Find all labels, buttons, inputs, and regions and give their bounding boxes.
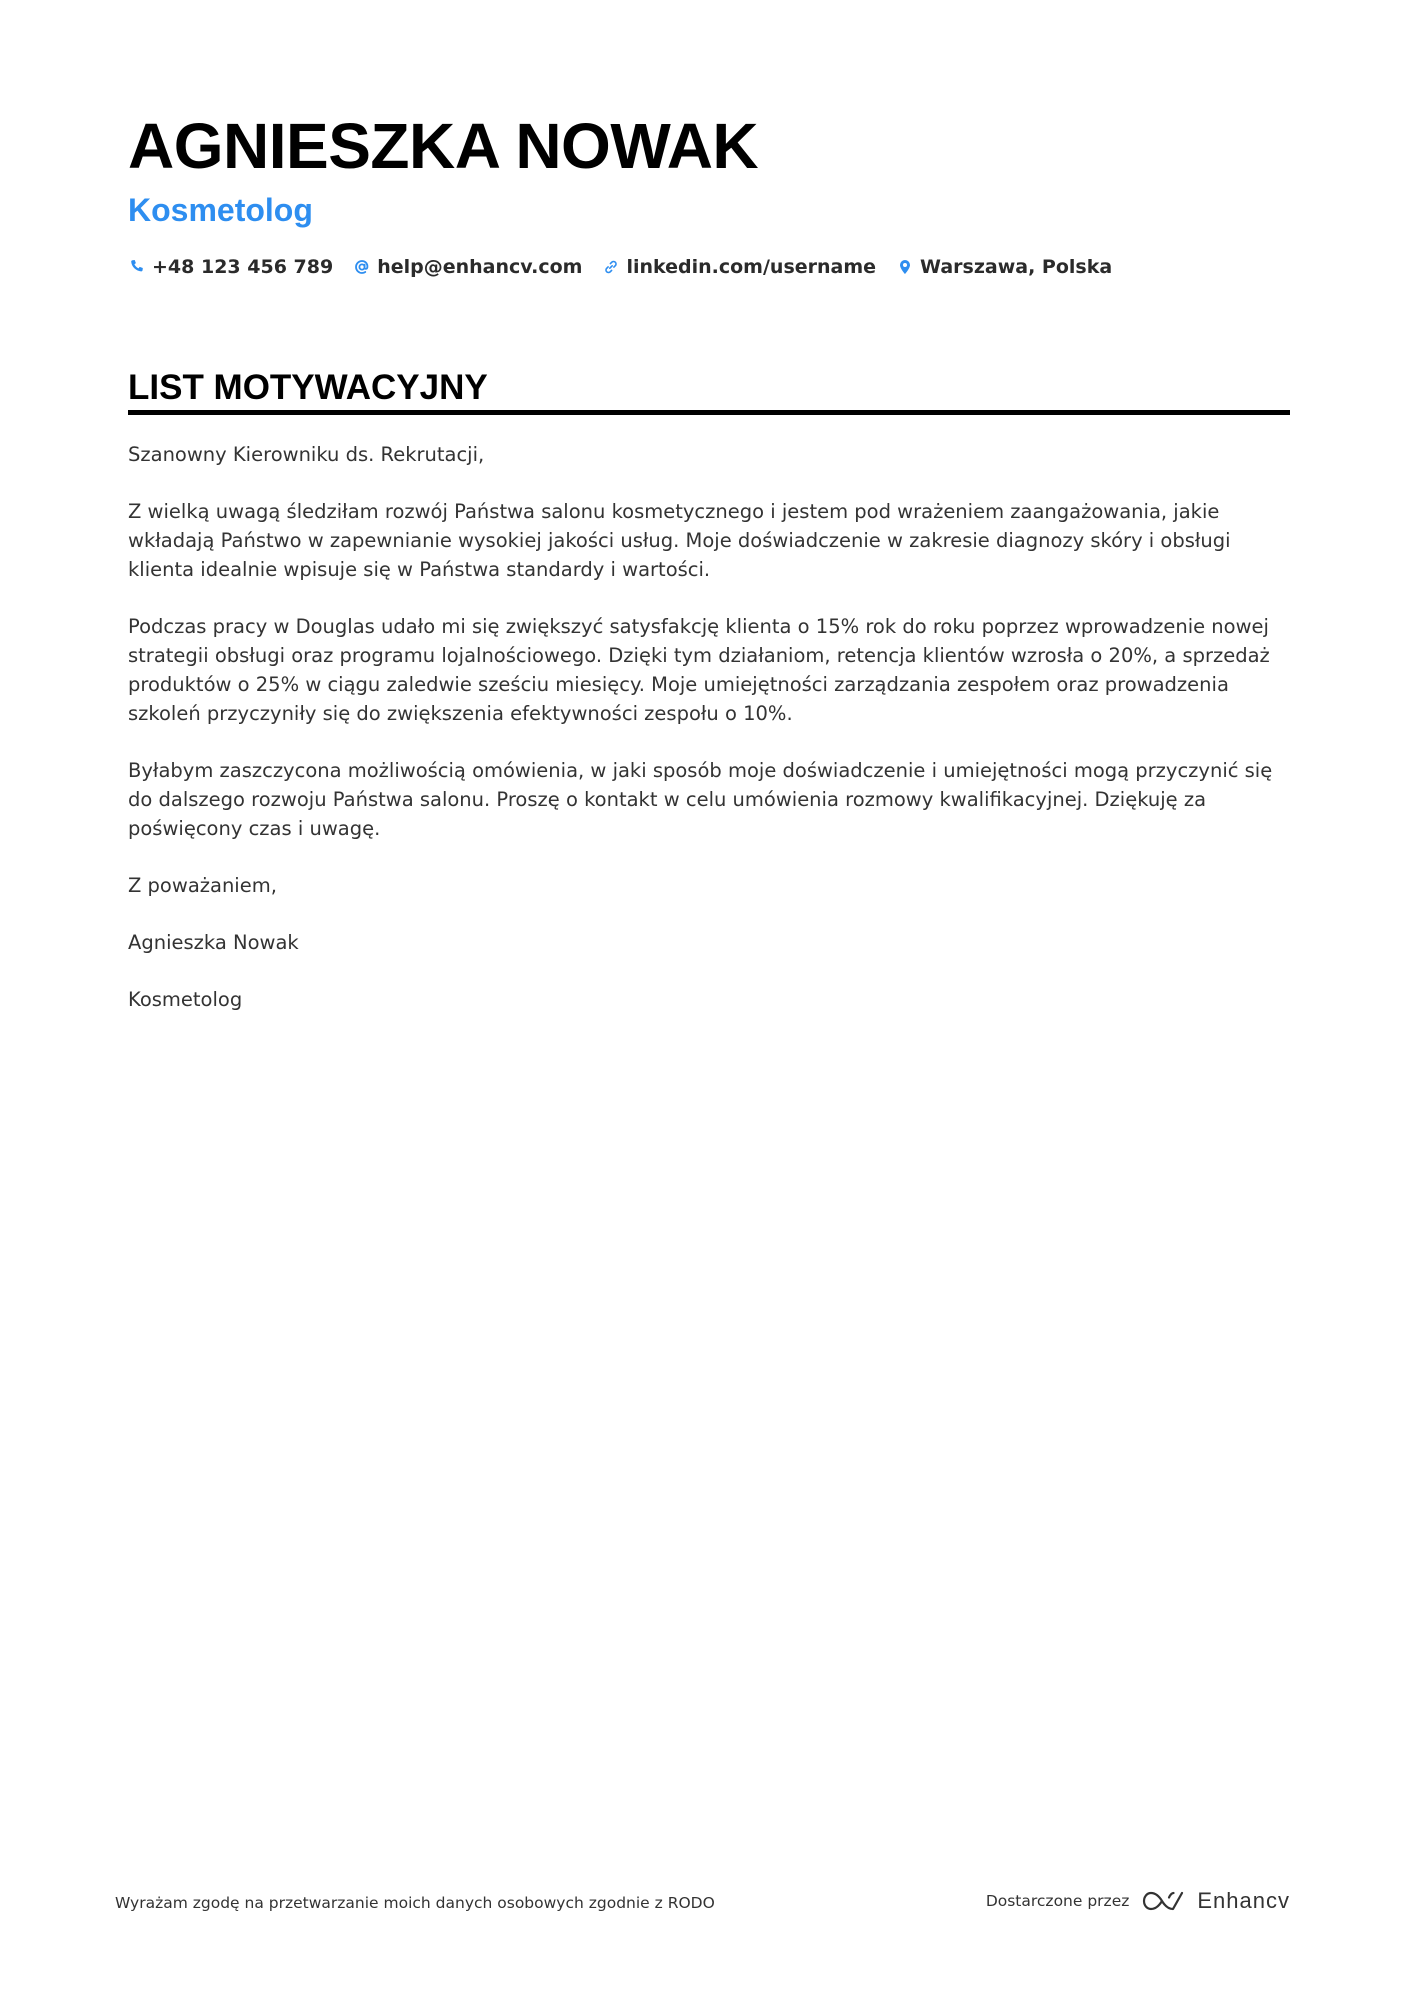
- letter-paragraph: Podczas pracy w Douglas udało mi się zwiększyć satysfakcję klienta o 15% rok do roku poprzez wprowadzenie nowej strategii obsługi oraz programu lojalnościowego. Dzięki tym działaniom, retencja klientów wzrosła o 20%, a sprzedaż produktów o 25% w ciągu zaledwie sześciu miesięcy. Moje umiejętności zarządzania zespołem oraz prowadzenia szkoleń przyczyniły się do zwiększenia efektywności zespołu o 10%.: [128, 615, 1270, 725]
- provided-by-label: Dostarczone przez: [985, 1892, 1130, 1910]
- section-divider: [128, 410, 1290, 415]
- gdpr-consent-note: Wyrażam zgodę na przetwarzanie moich danych osobowych zgodnie z RODO: [115, 1894, 715, 1912]
- footer-branding[interactable]: [986, 1888, 1290, 1914]
- email-text[interactable]: help@enhancv.com: [377, 256, 583, 278]
- linkedin-text[interactable]: linkedin.com/username: [626, 256, 877, 278]
- section-heading: LIST MOTYWACYJNY: [128, 368, 488, 407]
- signature-title: Kosmetolog: [128, 988, 243, 1011]
- contact-bar: [128, 252, 1132, 282]
- link-icon: [602, 258, 620, 276]
- job-title: Kosmetolog: [128, 192, 313, 228]
- letter-closing: Z poważaniem,: [128, 874, 277, 897]
- location-text: Warszawa, Polska: [920, 256, 1113, 278]
- at-icon: [353, 258, 371, 276]
- letter-paragraph: Byłabym zaszczycona możliwością omówienia, w jaki sposób moje doświadczenie i umiejętności mogą przyczynić się do dalszego rozwoju Państwa salonu. Proszę o kontakt w celu umówienia rozmowy kwalifikacyjnej. Dziękuję za poświęcony czas i uwagę.: [128, 759, 1273, 840]
- enhancv-logo-icon: [1141, 1888, 1187, 1914]
- letter-body: [128, 440, 1290, 1042]
- contact-phone: [128, 256, 333, 278]
- phone-icon: [128, 258, 146, 276]
- location-pin-icon: [896, 258, 914, 276]
- phone-text: +48 123 456 789: [152, 256, 334, 278]
- letter-greeting: Szanowny Kierowniku ds. Rekrutacji,: [128, 443, 485, 466]
- enhancv-brand-name: Enhancv: [1197, 1888, 1290, 1913]
- contact-email[interactable]: [353, 256, 582, 278]
- letter-paragraph: Z wielką uwagą śledziłam rozwój Państwa salonu kosmetycznego i jestem pod wrażeniem zaangażowania, jakie wkładają Państwo w zapewnianie wysokiej jakości usług. Moje doświadczenie w zakresie diagnozy skóry i obsługi klienta idealnie wpisuje się w Państwa standardy i wartości.: [128, 500, 1231, 581]
- contact-linkedin[interactable]: [602, 256, 876, 278]
- contact-location: [896, 256, 1112, 278]
- signature-name: Agnieszka Nowak: [128, 931, 299, 954]
- candidate-name: AGNIESZKA NOWAK: [128, 110, 759, 182]
